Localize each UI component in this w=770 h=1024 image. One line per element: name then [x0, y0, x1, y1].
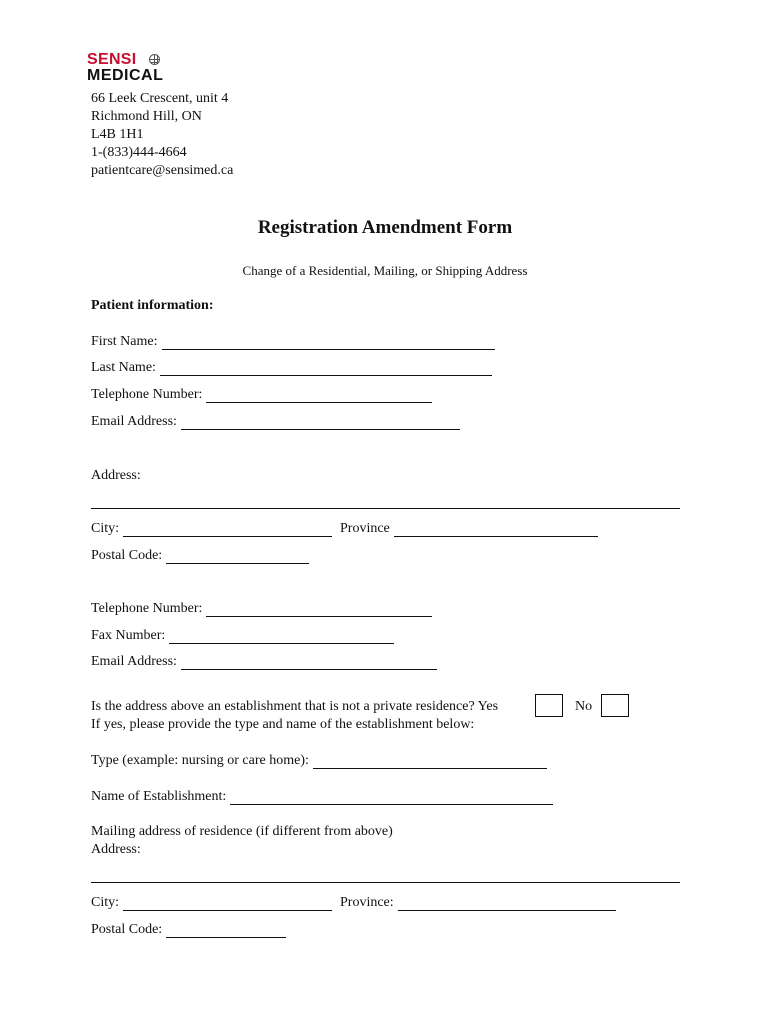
- no-checkbox[interactable]: [601, 694, 629, 717]
- first-name-field: [91, 334, 495, 350]
- mailing-postal-code-field: [91, 922, 286, 938]
- no-label: No: [575, 699, 593, 714]
- mailing-address-label: Address:: [91, 842, 141, 857]
- telephone-input[interactable]: [206, 604, 432, 617]
- patient-info-heading: Patient information:: [91, 298, 214, 313]
- mailing-city-field: [91, 895, 332, 911]
- form-subtitle: Change of a Residential, Mailing, or Shipping Address: [242, 263, 528, 278]
- first-name-input[interactable]: [162, 337, 495, 350]
- patient-email-label: Email Address:: [91, 414, 177, 429]
- address-input[interactable]: [91, 508, 680, 509]
- patient-email-field: [91, 414, 460, 430]
- contact-phone: 1-(833)444-4664: [91, 145, 187, 160]
- mailing-address-input[interactable]: [91, 882, 680, 883]
- establishment-name-field: [91, 789, 553, 805]
- establishment-question: Is the address above an establishment that is not a private residence? Yes: [91, 699, 499, 714]
- contact-postal: L4B 1H1: [91, 127, 144, 142]
- yes-checkbox[interactable]: [535, 694, 563, 717]
- last-name-label: Last Name:: [91, 360, 156, 375]
- province-label: Province: [340, 521, 390, 536]
- email-field: [91, 654, 437, 670]
- email-input[interactable]: [181, 657, 437, 670]
- establishment-type-field: [91, 753, 547, 769]
- postal-code-label: Postal Code:: [91, 548, 163, 563]
- globe-icon: [149, 54, 160, 65]
- first-name-label: First Name:: [91, 334, 158, 349]
- logo-line2: MEDICAL: [87, 67, 164, 84]
- city-field: [91, 521, 332, 537]
- establishment-type-input[interactable]: [313, 756, 547, 769]
- contact-city: Richmond Hill, ON: [91, 109, 202, 124]
- province-input[interactable]: [394, 524, 598, 537]
- fax-field: [91, 628, 394, 644]
- last-name-input[interactable]: [160, 363, 492, 376]
- city-input[interactable]: [123, 524, 332, 537]
- patient-telephone-label: Telephone Number:: [91, 387, 203, 402]
- email-label: Email Address:: [91, 654, 177, 669]
- mailing-city-label: City:: [91, 895, 120, 910]
- address-label: Address:: [91, 468, 141, 483]
- mailing-heading: Mailing address of residence (if different from above): [91, 824, 393, 839]
- patient-telephone-field: [91, 387, 432, 403]
- contact-email: patientcare@sensimed.ca: [91, 163, 234, 178]
- contact-street: 66 Leek Crescent, unit 4: [91, 91, 229, 106]
- patient-email-input[interactable]: [181, 417, 460, 430]
- last-name-field: [91, 360, 492, 376]
- establishment-name-label: Name of Establishment:: [91, 789, 227, 804]
- telephone-label: Telephone Number:: [91, 601, 203, 616]
- logo-line1: SENSI: [87, 51, 137, 68]
- establishment-name-input[interactable]: [230, 792, 553, 805]
- form-title: Registration Amendment Form: [257, 217, 513, 238]
- mailing-postal-code-input[interactable]: [166, 925, 286, 938]
- fax-input[interactable]: [169, 631, 394, 644]
- city-label: City:: [91, 521, 120, 536]
- mailing-province-label: Province:: [340, 895, 394, 910]
- province-field: [340, 521, 598, 537]
- establishment-instruction: If yes, please provide the type and name of the establishment below:: [91, 717, 475, 732]
- fax-label: Fax Number:: [91, 628, 166, 643]
- postal-code-field: [91, 548, 309, 564]
- mailing-province-field: [340, 895, 616, 911]
- patient-telephone-input[interactable]: [206, 390, 432, 403]
- postal-code-input[interactable]: [166, 551, 309, 564]
- establishment-type-label: Type (example: nursing or care home):: [91, 753, 309, 768]
- sensi-medical-logo: [87, 51, 197, 87]
- mailing-city-input[interactable]: [123, 898, 332, 911]
- mailing-province-input[interactable]: [398, 898, 616, 911]
- mailing-postal-code-label: Postal Code:: [91, 922, 163, 937]
- telephone-field: [91, 601, 432, 617]
